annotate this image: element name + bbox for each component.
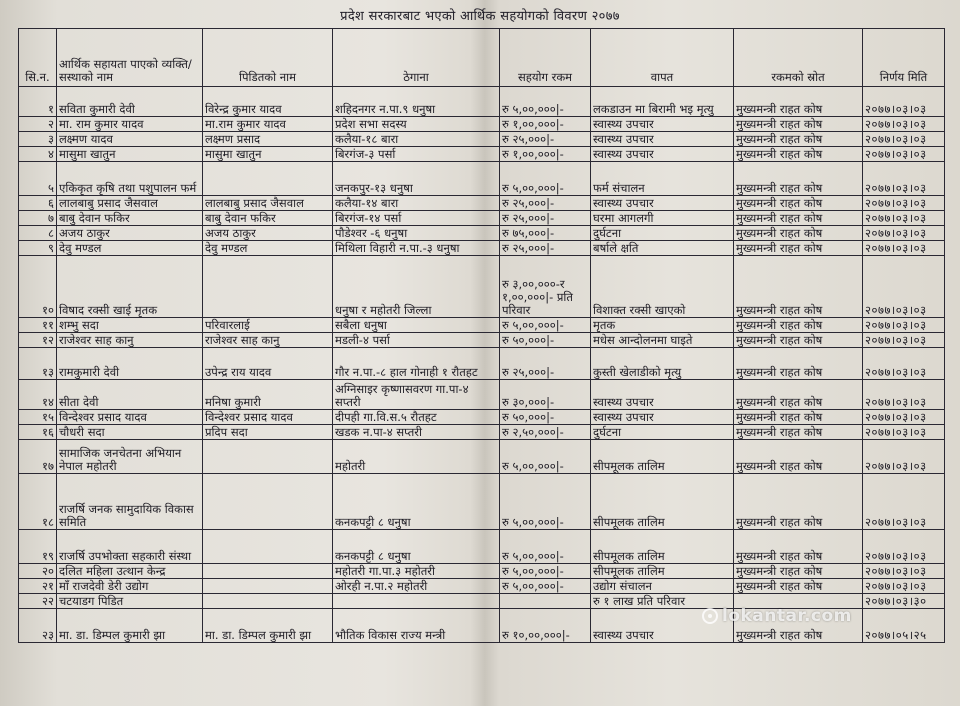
- cell-amount: रु ५,००,०००|-: [500, 530, 591, 564]
- cell-recipient: बाबु देवान फकिर: [57, 211, 203, 226]
- cell-purpose: लकडाउन मा बिरामी भइ मृत्यु: [591, 87, 734, 117]
- cell-date: २०७७।०३।०३: [863, 256, 945, 318]
- cell-purpose: सीपमूलक तालिम: [591, 474, 734, 530]
- cell-sn: ९: [19, 241, 57, 256]
- table-row: [19, 147, 945, 162]
- cell-victim: [203, 256, 333, 318]
- cell-recipient: मासुमा खातुन: [57, 147, 203, 162]
- cell-victim: उपेन्द्र राय यादव: [203, 348, 333, 380]
- cell-address: शहिदनगर न.पा.९ धनुषा: [333, 87, 500, 117]
- cell-sn: १: [19, 87, 57, 117]
- cell-address: कनकपट्टी ८ धनुषा: [333, 474, 500, 530]
- table-row: [19, 132, 945, 147]
- cell-date: २०७७।०५।२५: [863, 609, 945, 643]
- cell-amount: रु २,५०,०००|-: [500, 425, 591, 440]
- cell-date: २०७७।०३।०३: [863, 226, 945, 241]
- cell-recipient: शम्भु सदा: [57, 318, 203, 333]
- table-row: [19, 579, 945, 594]
- cell-purpose: स्वास्थ्य उपचार: [591, 410, 734, 425]
- cell-date: २०७७।०३।०३: [863, 579, 945, 594]
- cell-source: मुख्यमन्त्री राहत कोष: [734, 564, 863, 579]
- cell-source: मुख्यमन्त्री राहत कोष: [734, 440, 863, 474]
- cell-purpose: सीपमूलक तालिम: [591, 564, 734, 579]
- header-amount: सहयोग रकम: [500, 29, 591, 87]
- cell-sn: १८: [19, 474, 57, 530]
- cell-recipient: चटयाडग पिडित: [57, 594, 203, 609]
- cell-recipient: देवु मण्डल: [57, 241, 203, 256]
- cell-sn: ४: [19, 147, 57, 162]
- cell-recipient: सीता देवी: [57, 380, 203, 410]
- cell-purpose: स्वास्थ्य उपचार: [591, 132, 734, 147]
- cell-victim: लालबाबु प्रसाद जैसवाल: [203, 196, 333, 211]
- header-source: रकमको स्रोत: [734, 29, 863, 87]
- cell-source: मुख्यमन्त्री राहत कोष: [734, 211, 863, 226]
- cell-address: मिथिला विहारी न.पा.-३ धनुषा: [333, 241, 500, 256]
- table-row: [19, 87, 945, 117]
- cell-source: मुख्यमन्त्री राहत कोष: [734, 318, 863, 333]
- table-row: [19, 410, 945, 425]
- table-row: [19, 530, 945, 564]
- cell-purpose: उद्योग संचालन: [591, 579, 734, 594]
- cell-source: मुख्यमन्त्री राहत कोष: [734, 530, 863, 564]
- cell-source: मुख्यमन्त्री राहत कोष: [734, 117, 863, 132]
- cell-address: बिरगंज-३ पर्सा: [333, 147, 500, 162]
- cell-sn: १९: [19, 530, 57, 564]
- cell-source: मुख्यमन्त्री राहत कोष: [734, 132, 863, 147]
- cell-address: महोतरी: [333, 440, 500, 474]
- cell-recipient: विन्देश्वर प्रसाद यादव: [57, 410, 203, 425]
- cell-sn: १६: [19, 425, 57, 440]
- cell-recipient: सामाजिक जनचेतना अभियान नेपाल महोतरी: [57, 440, 203, 474]
- cell-recipient: लक्ष्मण यादव: [57, 132, 203, 147]
- cell-amount: रु ५,००,०००|-: [500, 162, 591, 196]
- cell-victim: अजय ठाकुर: [203, 226, 333, 241]
- cell-date: २०७७।०३।३०: [863, 594, 945, 609]
- cell-source: मुख्यमन्त्री राहत कोष: [734, 425, 863, 440]
- cell-address: बिरगंज-१४ पर्सा: [333, 211, 500, 226]
- cell-sn: १४: [19, 380, 57, 410]
- cell-amount: रु १,००,०००|-: [500, 117, 591, 132]
- cell-source: मुख्यमन्त्री राहत कोष: [734, 87, 863, 117]
- cell-source: मुख्यमन्त्री राहत कोष: [734, 579, 863, 594]
- cell-address: सबैला धनुषा: [333, 318, 500, 333]
- cell-sn: १३: [19, 348, 57, 380]
- cell-address: खडक न.पा-४ सप्तरी: [333, 425, 500, 440]
- cell-sn: ३: [19, 132, 57, 147]
- cell-recipient: दलित महिला उत्थान केन्द्र: [57, 564, 203, 579]
- cell-source: मुख्यमन्त्री राहत कोष: [734, 147, 863, 162]
- cell-victim: मा. डा. डिम्पल कुमारी झा: [203, 609, 333, 643]
- cell-source: मुख्यमन्त्री राहत कोष: [734, 474, 863, 530]
- cell-purpose: स्वास्थ्य उपचार: [591, 117, 734, 132]
- cell-date: २०७७।०३।०३: [863, 132, 945, 147]
- cell-purpose: सीपमूलक तालिम: [591, 440, 734, 474]
- cell-amount: रु २५,०००|-: [500, 348, 591, 380]
- cell-sn: २: [19, 117, 57, 132]
- cell-address: भौतिक विकास राज्य मन्त्री: [333, 609, 500, 643]
- cell-recipient: राजर्षि उपभोक्ता सहकारी संस्था: [57, 530, 203, 564]
- cell-address: कनकपट्टी ८ धनुषा: [333, 530, 500, 564]
- cell-victim: [203, 530, 333, 564]
- cell-amount: रु ५,००,०००|-: [500, 87, 591, 117]
- cell-address: दीपही गा.वि.स.५ रौतहट: [333, 410, 500, 425]
- table-row: [19, 162, 945, 196]
- cell-date: २०७७।०३।०३: [863, 410, 945, 425]
- cell-amount: रु २५,०००|-: [500, 196, 591, 211]
- cell-source: मुख्यमन्त्री राहत कोष: [734, 256, 863, 318]
- cell-source: मुख्यमन्त्री राहत कोष: [734, 196, 863, 211]
- cell-amount: रु ५,००,०००|-: [500, 564, 591, 579]
- cell-source: मुख्यमन्त्री राहत कोष: [734, 609, 863, 643]
- cell-source: मुख्यमन्त्री राहत कोष: [734, 226, 863, 241]
- cell-address: जनकपुर-१३ धनुषा: [333, 162, 500, 196]
- cell-date: २०७७।०३।०३: [863, 440, 945, 474]
- cell-date: २०७७।०३।०३: [863, 380, 945, 410]
- cell-amount: रु २५,०००|-: [500, 211, 591, 226]
- cell-sn: १२: [19, 333, 57, 348]
- cell-sn: २०: [19, 564, 57, 579]
- cell-source: मुख्यमन्त्री राहत कोष: [734, 241, 863, 256]
- table-row: [19, 117, 945, 132]
- cell-address: [333, 594, 500, 609]
- cell-victim: मा.राम कुमार यादव: [203, 117, 333, 132]
- table-row: [19, 564, 945, 579]
- cell-address: मडली-४ पर्सा: [333, 333, 500, 348]
- cell-sn: ६: [19, 196, 57, 211]
- header-victim: पिडितको नाम: [203, 29, 333, 87]
- cell-address: धनुषा र महोतरी जिल्ला: [333, 256, 500, 318]
- cell-recipient: मा. राम कुमार यादव: [57, 117, 203, 132]
- cell-date: २०७७।०३।०३: [863, 474, 945, 530]
- cell-sn: ८: [19, 226, 57, 241]
- cell-amount: रु २५,०००|-: [500, 132, 591, 147]
- cell-purpose: घरमा आगलगी: [591, 211, 734, 226]
- cell-date: २०७७।०३।०३: [863, 241, 945, 256]
- cell-address: महोतरी गा.पा.३ महोतरी: [333, 564, 500, 579]
- cell-recipient: राजर्षि जनक सामुदायिक विकास समिति: [57, 474, 203, 530]
- cell-date: २०७७।०३।०३: [863, 117, 945, 132]
- cell-recipient: एकिकृत कृषि तथा पशुपालन फर्म: [57, 162, 203, 196]
- cell-amount: रु ७५,०००|-: [500, 226, 591, 241]
- cell-purpose: विशाक्त रक्सी खाएको: [591, 256, 734, 318]
- table-header-row: [19, 29, 945, 87]
- cell-sn: ११: [19, 318, 57, 333]
- cell-purpose: कुस्ती खेलाडीको मृत्यु: [591, 348, 734, 380]
- cell-victim: परिवारलाई: [203, 318, 333, 333]
- cell-source: मुख्यमन्त्री राहत कोष: [734, 410, 863, 425]
- cell-victim: लक्ष्मण प्रसाद: [203, 132, 333, 147]
- cell-date: २०७७।०३।०३: [863, 348, 945, 380]
- header-sn: सि.न.: [19, 29, 57, 87]
- cell-sn: २१: [19, 579, 57, 594]
- table-row: [19, 241, 945, 256]
- table-row: [19, 440, 945, 474]
- cell-amount: [500, 594, 591, 609]
- cell-amount: रु १०,००,०००|-: [500, 609, 591, 643]
- cell-source: मुख्यमन्त्री राहत कोष: [734, 380, 863, 410]
- cell-date: २०७७।०३।०३: [863, 333, 945, 348]
- cell-victim: राजेश्वर साह कानु: [203, 333, 333, 348]
- cell-amount: रु ३०,०००|-: [500, 380, 591, 410]
- cell-date: २०७७।०३।०३: [863, 530, 945, 564]
- cell-recipient: चौधरी सदा: [57, 425, 203, 440]
- cell-purpose: फर्म संचालन: [591, 162, 734, 196]
- cell-purpose: दुर्घटना: [591, 425, 734, 440]
- cell-date: २०७७।०३।०३: [863, 318, 945, 333]
- cell-address: कलैया-१८ बारा: [333, 132, 500, 147]
- header-date: निर्णय मिति: [863, 29, 945, 87]
- cell-purpose: दुर्घटना: [591, 226, 734, 241]
- cell-amount: रु ५,००,०००|-: [500, 579, 591, 594]
- cell-victim: [203, 162, 333, 196]
- table-row: [19, 318, 945, 333]
- cell-date: २०७७।०३।०३: [863, 425, 945, 440]
- cell-victim: देवु मण्डल: [203, 241, 333, 256]
- watermark: [702, 606, 852, 626]
- cell-date: २०७७।०३।०३: [863, 162, 945, 196]
- cell-purpose: मृतक: [591, 318, 734, 333]
- cell-purpose: रु १ लाख प्रति परिवार: [591, 594, 734, 609]
- cell-sn: ५: [19, 162, 57, 196]
- cell-date: २०७७।०३।०३: [863, 147, 945, 162]
- cell-victim: [203, 440, 333, 474]
- table-row: [19, 333, 945, 348]
- header-address: ठेगाना: [333, 29, 500, 87]
- cell-victim: मासुमा खातुन: [203, 147, 333, 162]
- cell-victim: प्रदिप सदा: [203, 425, 333, 440]
- cell-victim: बाबु देवान फकिर: [203, 211, 333, 226]
- cell-source: मुख्यमन्त्री राहत कोष: [734, 333, 863, 348]
- cell-purpose: स्वास्थ्य उपचार: [591, 380, 734, 410]
- cell-date: २०७७।०३।०३: [863, 211, 945, 226]
- cell-recipient: माँ राजदेवी डेरी उद्योग: [57, 579, 203, 594]
- cell-purpose: सीपमूलक तालिम: [591, 530, 734, 564]
- cell-source: मुख्यमन्त्री राहत कोष: [734, 348, 863, 380]
- cell-purpose: स्वास्थ्य उपचार: [591, 147, 734, 162]
- header-purpose: वापत: [591, 29, 734, 87]
- cell-purpose: स्वास्थ्य उपचार: [591, 196, 734, 211]
- cell-address: पौडेश्वर -६ धनुषा: [333, 226, 500, 241]
- cell-recipient: रामकुमारी देवी: [57, 348, 203, 380]
- cell-purpose: मधेस आन्दोलनमा घाइते: [591, 333, 734, 348]
- table-row: [19, 380, 945, 410]
- cell-purpose: स्वास्थ्य उपचार: [591, 609, 734, 643]
- table-row: [19, 226, 945, 241]
- cell-date: २०७७।०३।०३: [863, 196, 945, 211]
- cell-amount: रु ५,००,०००|-: [500, 440, 591, 474]
- document-title: प्रदेश सरकारबाट भएको आर्थिक सहयोगको विवरण २०७७: [340, 9, 620, 24]
- cell-address: कलैया-१४ बारा: [333, 196, 500, 211]
- cell-amount: रु ३,००,०००-र १,००,०००|- प्रति परिवार: [500, 256, 591, 318]
- cell-address: गौर न.पा.-८ हाल गोनाही १ रौतहट: [333, 348, 500, 380]
- table-row: [19, 196, 945, 211]
- cell-victim: [203, 594, 333, 609]
- cell-sn: १०: [19, 256, 57, 318]
- cell-recipient: विषाद रक्सी खाई मृतक: [57, 256, 203, 318]
- cell-sn: २३: [19, 609, 57, 643]
- cell-date: २०७७।०३।०३: [863, 87, 945, 117]
- cell-amount: रु ५,००,०००|-: [500, 318, 591, 333]
- cell-sn: १७: [19, 440, 57, 474]
- cell-amount: रु १,००,०००|-: [500, 147, 591, 162]
- table-row: [19, 256, 945, 318]
- cell-recipient: मा. डा. डिम्पल कुमारी झा: [57, 609, 203, 643]
- cell-victim: विरेन्द्र कुमार यादव: [203, 87, 333, 117]
- table-row: [19, 211, 945, 226]
- cell-sn: ७: [19, 211, 57, 226]
- cell-victim: [203, 564, 333, 579]
- cell-source: मुख्यमन्त्री राहत कोष: [734, 162, 863, 196]
- cell-sn: २२: [19, 594, 57, 609]
- cell-amount: रु ५,००,०००|-: [500, 474, 591, 530]
- cell-recipient: सविता कुमारी देवी: [57, 87, 203, 117]
- cell-address: ओरही न.पा.२ महोतरी: [333, 579, 500, 594]
- cell-victim: [203, 474, 333, 530]
- assistance-table: [18, 28, 945, 643]
- target-icon: [702, 608, 718, 624]
- cell-sn: १५: [19, 410, 57, 425]
- cell-address: अग्निसाइर कृष्णासवरण गा.पा-४ सप्तरी: [333, 380, 500, 410]
- table-row: [19, 425, 945, 440]
- cell-victim: [203, 579, 333, 594]
- table-row: [19, 474, 945, 530]
- cell-recipient: अजय ठाकुर: [57, 226, 203, 241]
- cell-purpose: बर्षाले क्षति: [591, 241, 734, 256]
- cell-amount: रु ५०,०००|-: [500, 410, 591, 425]
- cell-amount: रु ५०,०००|-: [500, 333, 591, 348]
- cell-recipient: लालबाबु प्रसाद जैसवाल: [57, 196, 203, 211]
- cell-victim: विन्देश्वर प्रसाद यादव: [203, 410, 333, 425]
- watermark-text: lokantar.com: [722, 606, 852, 626]
- header-recipient: आर्थिक सहायता पाएको व्यक्ति/सस्थाको नाम: [57, 29, 203, 87]
- cell-victim: मनिषा कुमारी: [203, 380, 333, 410]
- cell-date: २०७७।०३।०३: [863, 564, 945, 579]
- cell-recipient: राजेश्वर साह कानु: [57, 333, 203, 348]
- table-row: [19, 348, 945, 380]
- cell-address: प्रदेश सभा सदस्य: [333, 117, 500, 132]
- cell-amount: रु २५,०००|-: [500, 241, 591, 256]
